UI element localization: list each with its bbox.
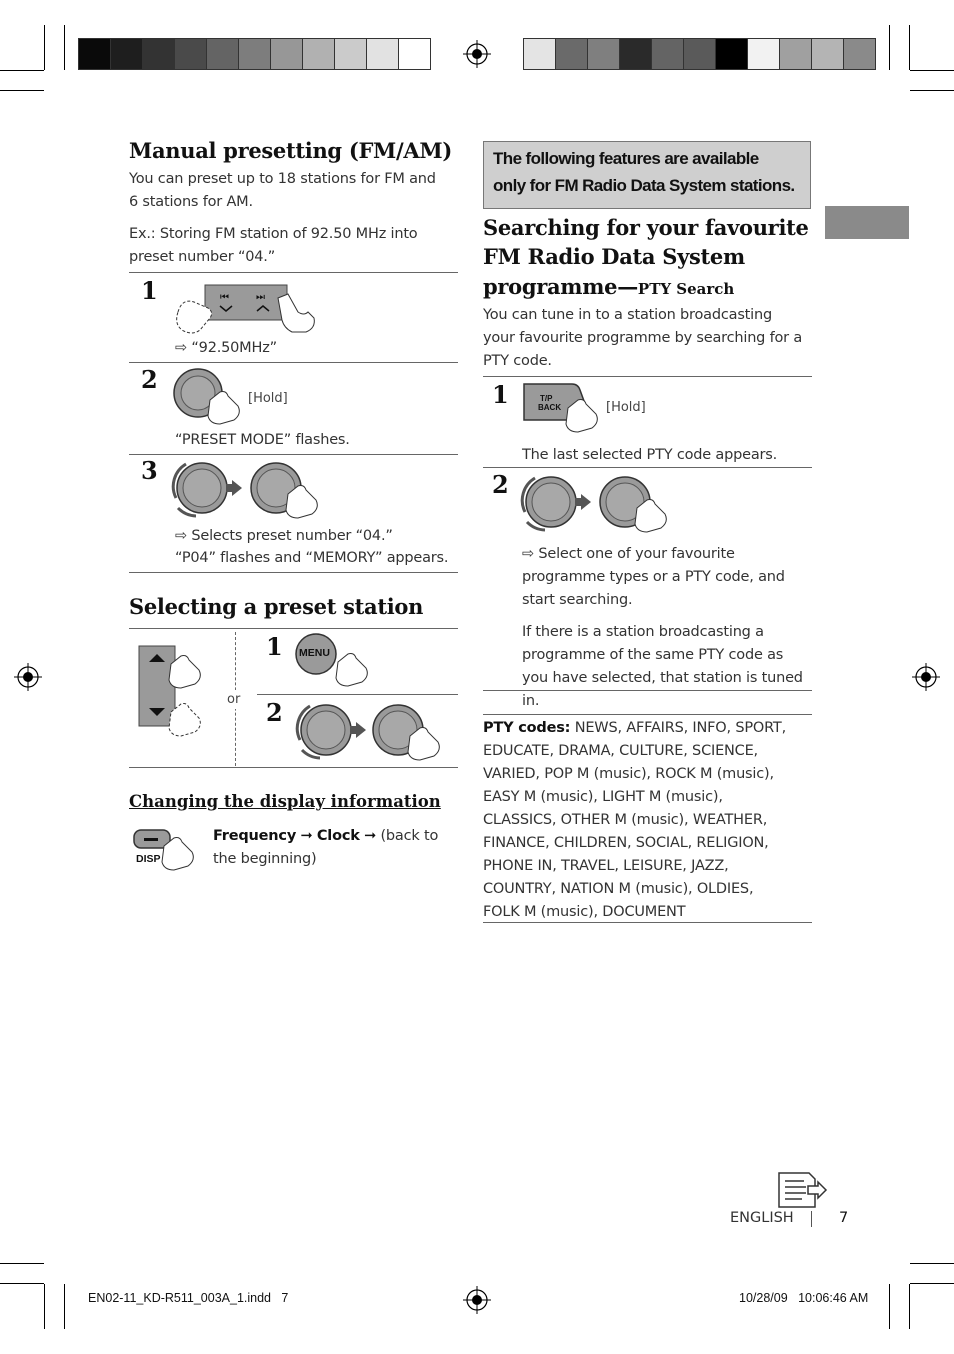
footer-timestamp: 10/28/09 10:06:46 AM: [739, 1291, 869, 1305]
footer-page-number: 7: [839, 1210, 849, 1226]
divider: [129, 272, 458, 273]
crop-mark: [64, 25, 65, 70]
disp-button-icon: [130, 826, 208, 876]
crop-mark: [910, 90, 954, 91]
hold-label: [Hold]: [248, 391, 288, 406]
color-bar-right: [523, 38, 875, 70]
crop-mark: [64, 1284, 65, 1329]
notice-line-1: The following features are available: [493, 149, 759, 168]
tp-label: T/P: [540, 394, 553, 403]
display-sequence-rest: (back to the beginning): [213, 828, 439, 867]
control-dial-turn-press-icon: [519, 472, 674, 534]
crop-mark: [0, 90, 44, 91]
crop-mark: [909, 25, 910, 70]
arrow-icon: ⇨: [175, 340, 192, 356]
menu-button-icon: [292, 632, 382, 688]
svg-text:⏮: ⏮: [220, 292, 229, 303]
crop-mark: [889, 1284, 890, 1329]
manual-presetting-title: Manual presetting (FM/AM): [129, 138, 452, 163]
crop-mark: [910, 1283, 954, 1284]
clock-label: Clock: [316, 828, 360, 844]
crop-mark: [44, 25, 45, 70]
crop-mark: [0, 1263, 44, 1264]
step1-result: ⇨ “92.50MHz”: [175, 340, 277, 356]
step-number: 1: [266, 632, 283, 661]
svg-text:⏭: ⏭: [256, 292, 265, 303]
color-swatch: [715, 38, 748, 70]
continued-page-icon: [776, 1170, 828, 1210]
color-swatch: [523, 38, 556, 70]
control-dial-turn-press-icon: [170, 458, 330, 520]
pty-search-intro: You can tune in to a station broadcasting your favourite programme by searching for a PTY code.: [483, 307, 803, 369]
notice-line-2: only for FM Radio Data System stations.: [493, 176, 795, 195]
crop-mark: [0, 70, 44, 71]
step-number: 2: [141, 365, 158, 394]
step-number: 3: [141, 456, 158, 485]
divider: [483, 922, 812, 923]
divider: [483, 467, 812, 468]
back-label: BACK: [538, 403, 562, 412]
footer-filename: EN02-11_KD-R511_003A_1.indd 7: [88, 1291, 289, 1305]
frequency-label: Frequency: [213, 828, 297, 844]
divider: [257, 694, 458, 695]
crop-mark: [909, 1284, 910, 1329]
divider: [129, 572, 458, 573]
arrow-icon: ⇨: [522, 546, 539, 562]
crop-mark: [910, 1263, 954, 1264]
control-dial-press-icon: [170, 366, 250, 428]
tp-back-button-icon: [520, 380, 610, 436]
right-arrow-icon: ➞: [300, 828, 317, 844]
selecting-preset-title: Selecting a preset station: [129, 594, 424, 619]
color-swatch: [683, 38, 716, 70]
pty-search-title-1: Searching for your favourite: [483, 215, 809, 240]
pty-codes-values: NEWS, AFFAIRS, INFO, SPORT, EDUCATE, DRAMA, CULTURE, SCIENCE, VARIED, POP M (music), ROCK M (music), EASY M (music), LIGHT M (music), CLASSICS, OTHER M (music), WEATHER, FINANCE, CHILDREN, SOCIAL, RELIGION, PHONE IN, TRAVEL, LEISURE, JAZZ, COUNTRY, NATION M (music), OLDIES, FOLK M (music), DOCUMENT: [483, 720, 786, 920]
disp-label: DISP: [136, 853, 161, 865]
step-number: 2: [492, 470, 509, 499]
registration-target-icon: [912, 663, 940, 691]
display-sequence: [213, 825, 453, 871]
crop-mark: [910, 70, 954, 71]
color-swatch: [366, 38, 399, 70]
control-dial-turn-press-icon: [294, 700, 449, 762]
color-swatch: [206, 38, 239, 70]
right-step2-result: ⇨ Select one of your favourite programme types or a PTY code, and start searching.: [522, 546, 785, 608]
divider: [483, 714, 812, 715]
pty-search-title-suffix: PTY Search: [637, 280, 735, 298]
crop-mark: [889, 25, 890, 70]
divider: [129, 454, 458, 455]
footer-separator: [811, 1211, 812, 1227]
divider: [483, 376, 812, 377]
crop-mark: [44, 1284, 45, 1329]
seek-buttons-icon: [170, 282, 320, 334]
up-down-buttons-icon: [135, 642, 215, 747]
or-label: or: [227, 692, 241, 707]
divider: [129, 628, 458, 629]
color-bar-left: [78, 38, 430, 70]
color-swatch: [270, 38, 303, 70]
color-swatch: [779, 38, 812, 70]
registration-target-icon: [463, 40, 491, 68]
step-number: 1: [492, 380, 509, 409]
right-arrow-icon: ➞: [364, 828, 381, 844]
pty-search-title-3: programme—PTY Search: [483, 274, 735, 299]
divider: [483, 690, 812, 691]
color-swatch: [555, 38, 588, 70]
arrow-icon: ⇨: [175, 528, 192, 544]
footer-language: ENGLISH: [730, 1210, 794, 1226]
color-swatch: [398, 38, 431, 70]
step3-result-1: ⇨ Selects preset number “04.”: [175, 528, 393, 544]
step2-result: “PRESET MODE” flashes.: [175, 432, 350, 448]
pty-codes-list: [483, 717, 793, 924]
color-swatch: [587, 38, 620, 70]
color-swatch: [302, 38, 335, 70]
manual-intro: You can preset up to 18 stations for FM and 6 stations for AM.: [129, 171, 436, 210]
hold-label: [Hold]: [606, 400, 646, 415]
color-swatch: [619, 38, 652, 70]
color-swatch: [651, 38, 684, 70]
right-step2-note: If there is a station broadcasting a programme of the same PTY code as you have selected, that station is tuned in.: [522, 624, 803, 709]
color-swatch: [174, 38, 207, 70]
crop-mark: [0, 1283, 44, 1284]
color-swatch: [110, 38, 143, 70]
color-swatch: [238, 38, 271, 70]
display-info-title: Changing the display information: [129, 792, 441, 811]
step-number: 2: [266, 698, 283, 727]
step3-result-2: “P04” flashes and “MEMORY” appears.: [175, 550, 449, 566]
color-swatch: [747, 38, 780, 70]
language-tab: [825, 206, 909, 239]
pty-codes-label: PTY codes:: [483, 720, 571, 736]
color-swatch: [811, 38, 844, 70]
right-step1-result: The last selected PTY code appears.: [522, 447, 778, 463]
color-swatch: [843, 38, 876, 70]
registration-target-icon: [463, 1286, 491, 1314]
color-swatch: [142, 38, 175, 70]
registration-target-icon: [14, 663, 42, 691]
divider: [129, 362, 458, 363]
manual-example: Ex.: Storing FM station of 92.50 MHz into preset number “04.”: [129, 226, 418, 265]
color-swatch: [334, 38, 367, 70]
color-swatch: [78, 38, 111, 70]
divider: [129, 767, 458, 768]
pty-search-title-2: FM Radio Data System: [483, 244, 745, 269]
menu-label: MENU: [299, 647, 330, 659]
step-number: 1: [141, 276, 158, 305]
